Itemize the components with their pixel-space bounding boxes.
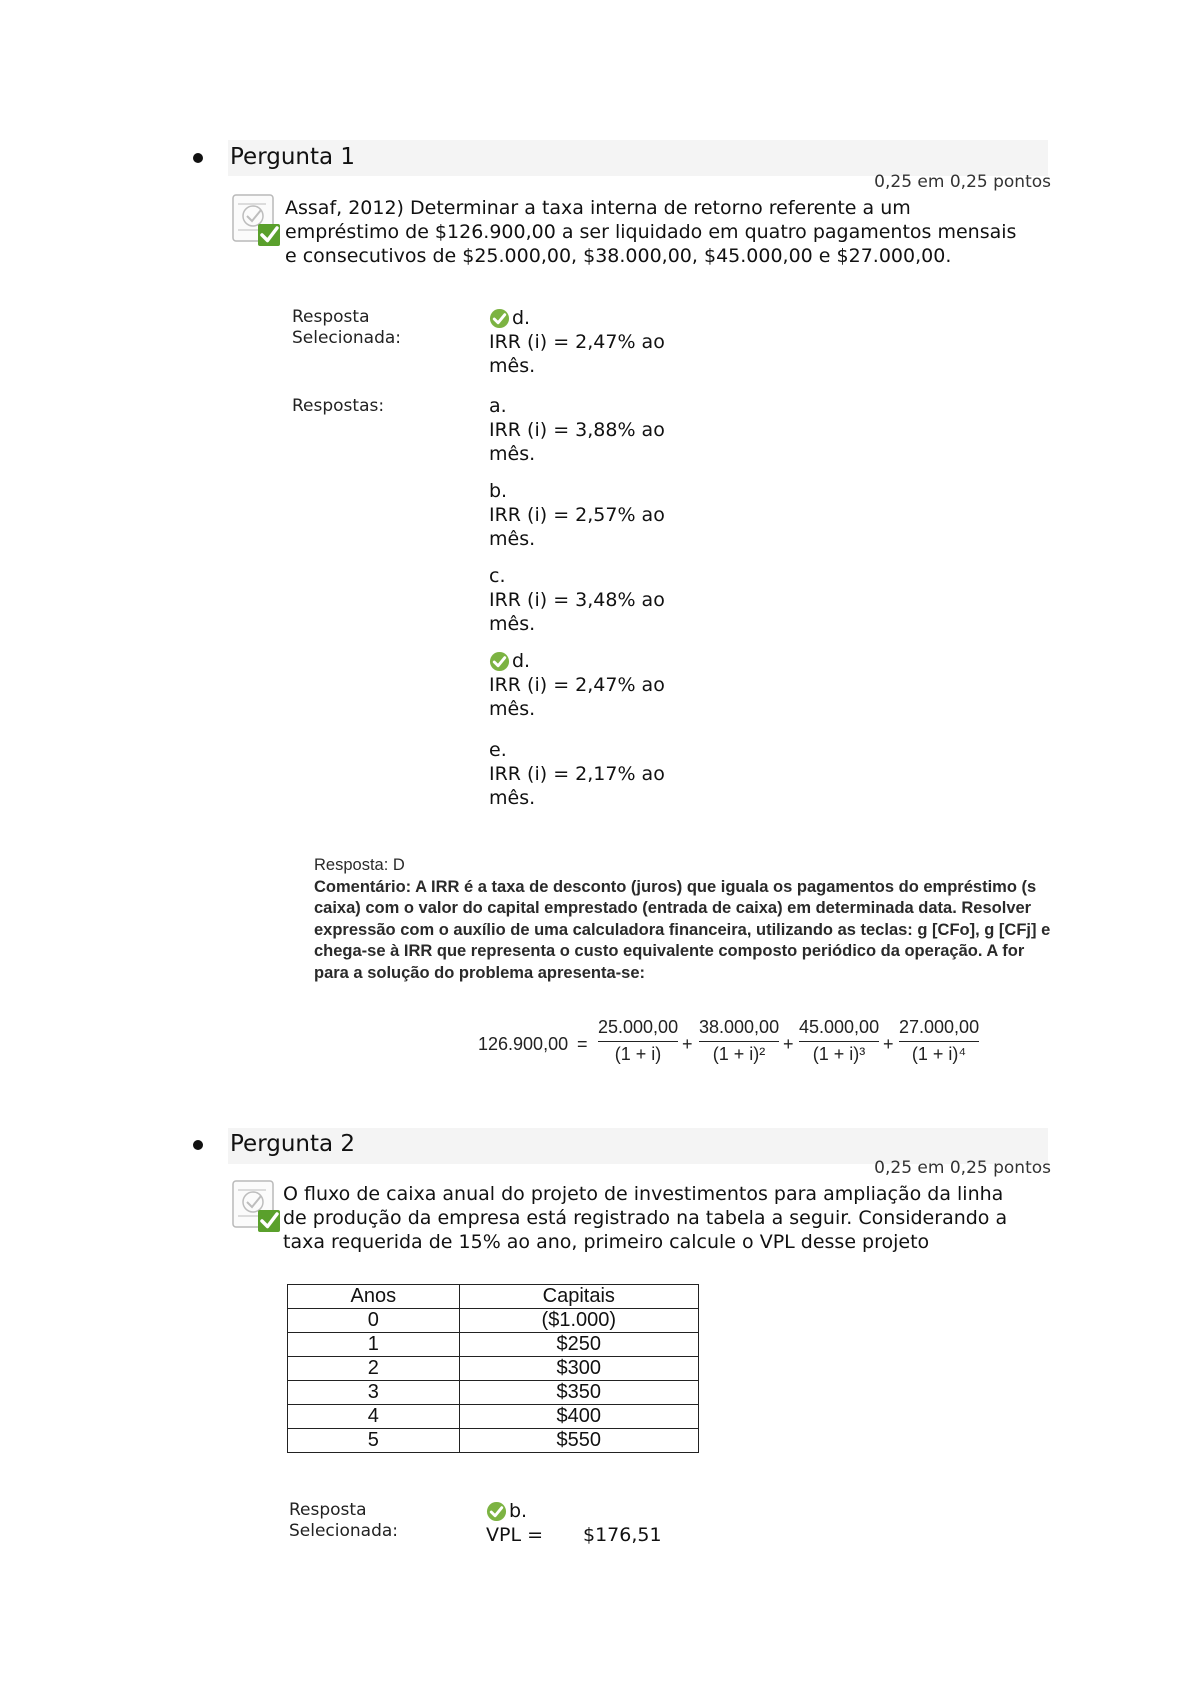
equation-term: $\frac{38.000,00}{\text{(1 + i)²}}$	[699, 1017, 780, 1064]
feedback-comment: Resposta: D Comentário: A IRR é a taxa de desconto (juros) que iguala os pagamentos do empréstimo (s caixa) com o valor do capital emprestado (entrada de caixa) em determinada data. Resolver expressão com o auxílio de uma calculadora financeira, utilizando as teclas: g [CFo], g [CFj] e chega-se à IRR que representa o custo equivalente composto periódico da operação. A for para a solução do problema apresenta-se:	[314, 856, 1051, 982]
table-row: 4 $400	[288, 1405, 699, 1429]
question-points: 0,25 em 0,25 pontos	[874, 172, 1051, 192]
selected-answer-label: Resposta Selecionada:	[289, 1500, 399, 1541]
question-title: Pergunta 2	[230, 1131, 356, 1157]
check-icon	[486, 1501, 507, 1522]
equation-equals: =	[577, 1034, 588, 1054]
table-header: Capitais	[459, 1285, 698, 1309]
check-icon	[489, 308, 510, 329]
table-row: 2 $300	[288, 1357, 699, 1381]
equation-term: $\frac{45.000,00}{\text{(1 + i)³}}$	[799, 1017, 880, 1064]
equation-term: $\frac{27.000,00}{\text{(1 + i)⁴}}$	[899, 1017, 980, 1064]
equation-plus: +	[883, 1034, 894, 1054]
answer-option-d: d. IRR (i) = 2,47% ao mês.	[489, 650, 665, 720]
question-title: Pergunta 1	[230, 144, 356, 170]
selected-answer: d. IRR (i) = 2,47% ao mês.	[489, 307, 665, 377]
answer-option-a: a. IRR (i) = 3,88% ao mês.	[489, 395, 665, 465]
cash-flow-table	[287, 1284, 699, 1453]
table-row: 5 $550	[288, 1429, 699, 1453]
equation-lhs: 126.900,00	[478, 1034, 569, 1054]
selected-answer: b. VPL = $176,51	[486, 1500, 662, 1546]
answer-option-c: c. IRR (i) = 3,48% ao mês.	[489, 565, 665, 635]
graded-correct-icon	[232, 194, 284, 248]
question-text: O fluxo de caixa anual do projeto de investimentos para ampliação da linha de produção da empresa está registrado na tabela a seguir. Considerando a taxa requerida de 15% ao ano, primeiro calcule o VPL desse projeto	[283, 1183, 1008, 1253]
bullet	[193, 1140, 203, 1150]
table-row: 1 $250	[288, 1333, 699, 1357]
equation-plus: +	[783, 1034, 794, 1054]
equation-term: $\frac{25.000,00}{(1 + i)}$	[598, 1017, 679, 1064]
check-icon	[489, 651, 510, 672]
irr-equation	[478, 1017, 998, 1075]
answer-option-e: e. IRR (i) = 2,17% ao mês.	[489, 739, 665, 809]
answer-option-b: b. IRR (i) = 2,57% ao mês.	[489, 480, 665, 550]
selected-answer-label: Resposta Selecionada:	[292, 307, 402, 348]
question-points: 0,25 em 0,25 pontos	[874, 1158, 1051, 1178]
question-text: Assaf, 2012) Determinar a taxa interna de retorno referente a um empréstimo de $126.900,00 a ser liquidado em quatro pagamentos mensais e consecutivos de $25.000,00, $38.000,00, $45.000,00 e $27.000,00.	[285, 197, 1017, 267]
answers-label: Respostas:	[292, 396, 385, 416]
table-row: 3 $350	[288, 1381, 699, 1405]
table-header: Anos	[288, 1285, 460, 1309]
table-row: 0 ($1.000)	[288, 1309, 699, 1333]
bullet	[193, 153, 203, 163]
equation-plus: +	[682, 1034, 693, 1054]
graded-correct-icon	[232, 1180, 284, 1234]
